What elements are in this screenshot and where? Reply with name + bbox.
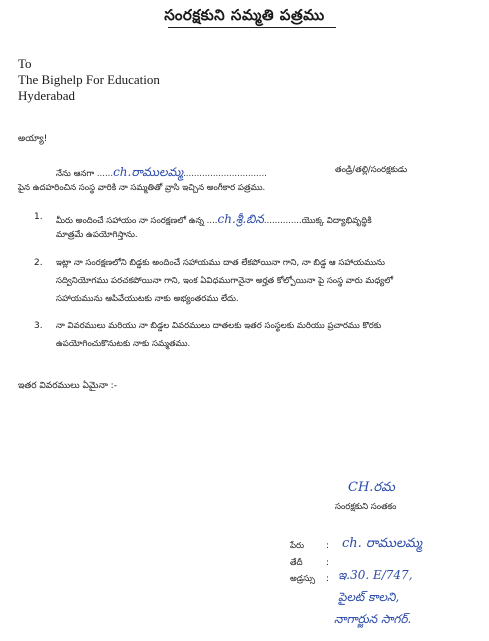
- clause-1-line-1: [56, 212, 372, 229]
- intro-line-1: [56, 165, 267, 182]
- clause-3-line-2: ఉపయోగించుకొనుటకు నాకు సమ్మతము.: [56, 339, 191, 349]
- recipient-org: The Bighelp For Education: [18, 72, 160, 87]
- clause-1-line-2: మాత్రమే ఉపయోగిస్తాను.: [56, 230, 138, 240]
- intro-dots-before: ......: [96, 169, 114, 179]
- guardian-signature: CH.రమ: [348, 480, 395, 495]
- intro-line-2: పైన ఉదహరించిన సంస్థ వారికి నా సమ్మతితో వ్రాసి ఇచ్చిన అంగీకార పత్రము.: [18, 183, 266, 193]
- clause-1-number: 1.: [34, 212, 43, 222]
- page-title: సంరక్షకుని సమ్మతి పత్రము: [164, 6, 325, 24]
- recipient-to: To: [18, 56, 32, 71]
- intro-guardian-name: ch.రాములమ్మ: [113, 165, 184, 179]
- clause-3-line-1: నా వివరములు మరియు నా బిడ్డల వివరములు దాతలకు ఇతర సంస్థలకు మరియు ప్రచారము కొరకు: [56, 321, 382, 331]
- clause-1-child-name: ch.శ్రీ.బిన: [217, 212, 264, 226]
- signature-label: సంరక్షకుని సంతకం: [335, 502, 397, 512]
- name-colon: :: [326, 541, 329, 551]
- intro-role: తండ్రి/తల్లి/సంరక్షకుడు: [335, 165, 408, 175]
- address-line-1: ఇ.30. E/747,: [338, 568, 413, 582]
- clause-2-number: 2.: [34, 258, 43, 268]
- date-label: తేదీ: [290, 558, 303, 568]
- clause-3-number: 3.: [34, 321, 43, 331]
- other-details-label: ఇతర వివరములు ఏమైనా :-: [18, 381, 117, 391]
- address-line-3: నాగార్జున సాగర్.: [334, 612, 412, 626]
- date-colon: :: [326, 558, 329, 568]
- clause-1-prefix: మీరు అందించే సహాయం నా సంరక్షణలో ఉన్న ....: [56, 216, 218, 226]
- address-label: అడ్రస్సు: [290, 574, 316, 584]
- address-line-2: పైలట్ కాలని,: [338, 590, 400, 604]
- clause-2-line-3: సహాయమును ఆపివేయుటకు నాకు అభ్యంతరము లేదు.: [56, 294, 239, 304]
- name-label: పేరు: [290, 541, 305, 551]
- intro-prefix: నేను ఆనగా: [56, 169, 95, 179]
- intro-dots-after: ...............................: [183, 169, 267, 179]
- recipient-city: Hyderabad: [18, 88, 76, 103]
- clause-2-line-1: ఇట్లా నా సంరక్షణలోని బిడ్డకు అందించే సహాయము దాత లేకపోయినా గాని, నా బిడ్డ ఆ సహాయమును: [56, 258, 385, 268]
- clause-2-line-2: సద్వినియోగము పరచకపోయినా గాని, ఇంక ఏవిధముగానైనా అర్హత కోల్పోయినా పై సంస్థ వారు మధ్యలో: [56, 276, 393, 286]
- clause-1-suffix: ..............యొక్క విద్యాభివృద్ధికి: [263, 216, 372, 226]
- salutation: అయ్యా!: [18, 134, 48, 144]
- title-underline: [168, 27, 336, 28]
- guardian-name-value: ch. రాములమ్మ: [342, 536, 422, 551]
- address-colon: :: [326, 574, 329, 584]
